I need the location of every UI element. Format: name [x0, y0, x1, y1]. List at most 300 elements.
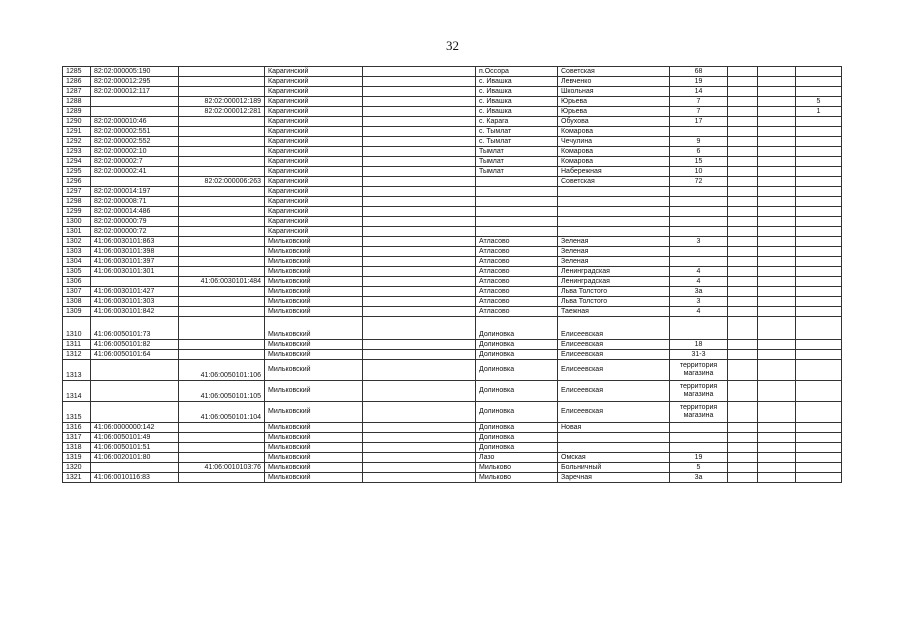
settlement-cell: Долиновка: [476, 317, 558, 340]
district-cell: Мильковский: [265, 267, 363, 277]
house-number-cell: [670, 217, 728, 227]
table-row: [63, 237, 842, 247]
street-cell: Елисеевская: [558, 381, 670, 402]
empty-cell: [363, 207, 476, 217]
street-cell: Набережная: [558, 167, 670, 177]
extra-cell: [758, 402, 796, 423]
row-number-cell: 1285: [63, 67, 91, 77]
extra-cell: [728, 127, 758, 137]
street-cell: Больничный: [558, 463, 670, 473]
cadastral-number-cell: 82:02:000002:10: [91, 147, 179, 157]
table-row: [63, 117, 842, 127]
district-cell: Мильковский: [265, 297, 363, 307]
extra-cell: [728, 177, 758, 187]
registry-rows: [63, 67, 842, 483]
row-number-cell: 1313: [63, 360, 91, 381]
extra-count-cell: [796, 360, 842, 381]
extra-count-cell: [796, 227, 842, 237]
row-number-cell: 1286: [63, 77, 91, 87]
table-row: [63, 217, 842, 227]
district-cell: Карагинский: [265, 137, 363, 147]
extra-cell: [758, 307, 796, 317]
house-number-cell: 3: [670, 297, 728, 307]
district-cell: Карагинский: [265, 127, 363, 137]
extra-count-cell: [796, 473, 842, 483]
settlement-cell: [476, 187, 558, 197]
settlement-cell: [476, 227, 558, 237]
settlement-cell: Тымлат: [476, 167, 558, 177]
extra-cell: [728, 267, 758, 277]
settlement-cell: Атласово: [476, 247, 558, 257]
street-cell: Чечулина: [558, 137, 670, 147]
settlement-cell: Атласово: [476, 267, 558, 277]
district-cell: Мильковский: [265, 402, 363, 423]
street-cell: Елисеевская: [558, 317, 670, 340]
extra-count-cell: [796, 463, 842, 473]
cadastral-number-cell: [91, 277, 179, 287]
extra-count-cell: [796, 350, 842, 360]
district-cell: Мильковский: [265, 433, 363, 443]
extra-cell: [758, 360, 796, 381]
house-number-cell: [670, 257, 728, 267]
row-number-cell: 1290: [63, 117, 91, 127]
cadastral-number-cell: 82:02:000000:72: [91, 227, 179, 237]
extra-cell: [728, 350, 758, 360]
cadastral-number-alt-cell: [179, 147, 265, 157]
house-number-cell: [670, 433, 728, 443]
extra-count-cell: [796, 127, 842, 137]
house-number-cell: [670, 317, 728, 340]
table-row: [63, 167, 842, 177]
empty-cell: [363, 340, 476, 350]
extra-count-cell: [796, 147, 842, 157]
empty-cell: [363, 402, 476, 423]
extra-count-cell: [796, 307, 842, 317]
cadastral-number-alt-cell: 41:06:0050101:106: [179, 360, 265, 381]
row-number-cell: 1291: [63, 127, 91, 137]
street-cell: Омская: [558, 453, 670, 463]
settlement-cell: Долиновка: [476, 340, 558, 350]
empty-cell: [363, 237, 476, 247]
row-number-cell: 1302: [63, 237, 91, 247]
extra-cell: [728, 247, 758, 257]
empty-cell: [363, 277, 476, 287]
empty-cell: [363, 287, 476, 297]
empty-cell: [363, 127, 476, 137]
house-number-cell: 18: [670, 340, 728, 350]
empty-cell: [363, 247, 476, 257]
district-cell: Карагинский: [265, 207, 363, 217]
street-cell: [558, 433, 670, 443]
cadastral-number-cell: 41:06:0020101:80: [91, 453, 179, 463]
district-cell: Карагинский: [265, 157, 363, 167]
empty-cell: [363, 267, 476, 277]
cadastral-number-alt-cell: [179, 257, 265, 267]
house-number-cell: [670, 207, 728, 217]
street-cell: Елисеевская: [558, 340, 670, 350]
settlement-cell: Тымлат: [476, 147, 558, 157]
extra-cell: [728, 147, 758, 157]
extra-cell: [758, 117, 796, 127]
row-number-cell: 1294: [63, 157, 91, 167]
district-cell: Мильковский: [265, 453, 363, 463]
cadastral-number-alt-cell: [179, 247, 265, 257]
table-row: [63, 423, 842, 433]
table-row: [63, 463, 842, 473]
settlement-cell: Тымлат: [476, 157, 558, 167]
row-number-cell: 1309: [63, 307, 91, 317]
district-cell: Карагинский: [265, 97, 363, 107]
house-number-cell: 3: [670, 237, 728, 247]
settlement-cell: Долиновка: [476, 402, 558, 423]
table-row: [63, 107, 842, 117]
table-row: [63, 127, 842, 137]
extra-cell: [728, 297, 758, 307]
row-number-cell: 1296: [63, 177, 91, 187]
table-row: [63, 147, 842, 157]
district-cell: Мильковский: [265, 257, 363, 267]
table-row: [63, 227, 842, 237]
empty-cell: [363, 147, 476, 157]
cadastral-number-cell: 82:02:000002:7: [91, 157, 179, 167]
table-row: [63, 77, 842, 87]
extra-count-cell: [796, 87, 842, 97]
row-number-cell: 1304: [63, 257, 91, 267]
street-cell: Елисеевская: [558, 360, 670, 381]
table-row: [63, 207, 842, 217]
extra-cell: [758, 237, 796, 247]
extra-cell: [728, 107, 758, 117]
empty-cell: [363, 453, 476, 463]
street-cell: Ленинградская: [558, 277, 670, 287]
empty-cell: [363, 197, 476, 207]
extra-cell: [728, 167, 758, 177]
cadastral-number-alt-cell: [179, 187, 265, 197]
cadastral-number-alt-cell: 82:02:000006:263: [179, 177, 265, 187]
district-cell: Карагинский: [265, 177, 363, 187]
house-number-cell: 15: [670, 157, 728, 167]
table-row: [63, 381, 842, 402]
district-cell: Карагинский: [265, 77, 363, 87]
house-number-cell: [670, 187, 728, 197]
cadastral-number-alt-cell: [179, 443, 265, 453]
cadastral-number-alt-cell: [179, 423, 265, 433]
extra-cell: [758, 107, 796, 117]
house-number-cell: территория магазина: [670, 381, 728, 402]
empty-cell: [363, 360, 476, 381]
extra-cell: [758, 317, 796, 340]
settlement-cell: с. Ивашка: [476, 107, 558, 117]
row-number-cell: 1310: [63, 317, 91, 340]
table-row: [63, 87, 842, 97]
table-row: [63, 350, 842, 360]
extra-count-cell: [796, 267, 842, 277]
table-row: [63, 247, 842, 257]
table-row: [63, 443, 842, 453]
house-number-cell: 72: [670, 177, 728, 187]
extra-count-cell: [796, 177, 842, 187]
table-row: [63, 277, 842, 287]
cadastral-number-alt-cell: [179, 453, 265, 463]
row-number-cell: 1301: [63, 227, 91, 237]
table-row: [63, 177, 842, 187]
table-row: [63, 267, 842, 277]
extra-cell: [728, 77, 758, 87]
extra-cell: [728, 473, 758, 483]
cadastral-number-alt-cell: [179, 157, 265, 167]
street-cell: Елисеевская: [558, 350, 670, 360]
district-cell: Карагинский: [265, 227, 363, 237]
cadastral-number-alt-cell: [179, 127, 265, 137]
extra-cell: [758, 187, 796, 197]
cadastral-number-cell: 41:06:0030101:398: [91, 247, 179, 257]
extra-cell: [758, 350, 796, 360]
extra-cell: [728, 67, 758, 77]
row-number-cell: 1312: [63, 350, 91, 360]
settlement-cell: Атласово: [476, 237, 558, 247]
row-number-cell: 1307: [63, 287, 91, 297]
table-row: [63, 197, 842, 207]
street-cell: Левченко: [558, 77, 670, 87]
cadastral-number-cell: 82:02:000012:117: [91, 87, 179, 97]
extra-cell: [728, 340, 758, 350]
house-number-cell: 3а: [670, 287, 728, 297]
extra-cell: [728, 197, 758, 207]
row-number-cell: 1319: [63, 453, 91, 463]
street-cell: Зеленая: [558, 257, 670, 267]
empty-cell: [363, 67, 476, 77]
extra-cell: [728, 207, 758, 217]
house-number-cell: 31-3: [670, 350, 728, 360]
empty-cell: [363, 381, 476, 402]
house-number-cell: 6: [670, 147, 728, 157]
cadastral-number-alt-cell: [179, 77, 265, 87]
row-number-cell: 1315: [63, 402, 91, 423]
cadastral-number-cell: 82:02:000002:551: [91, 127, 179, 137]
extra-count-cell: [796, 67, 842, 77]
empty-cell: [363, 463, 476, 473]
settlement-cell: п.Оссора: [476, 67, 558, 77]
settlement-cell: Мильково: [476, 473, 558, 483]
extra-cell: [758, 137, 796, 147]
empty-cell: [363, 317, 476, 340]
extra-count-cell: [796, 277, 842, 287]
district-cell: Карагинский: [265, 187, 363, 197]
cadastral-number-alt-cell: [179, 197, 265, 207]
extra-count-cell: [796, 433, 842, 443]
extra-count-cell: [796, 167, 842, 177]
extra-cell: [728, 187, 758, 197]
settlement-cell: Долиновка: [476, 433, 558, 443]
extra-count-cell: [796, 237, 842, 247]
extra-count-cell: [796, 207, 842, 217]
cadastral-number-alt-cell: [179, 433, 265, 443]
extra-count-cell: [796, 197, 842, 207]
extra-cell: [758, 340, 796, 350]
street-cell: Юрьева: [558, 97, 670, 107]
district-cell: Мильковский: [265, 307, 363, 317]
cadastral-number-alt-cell: [179, 317, 265, 340]
cadastral-number-alt-cell: [179, 287, 265, 297]
house-number-cell: 68: [670, 67, 728, 77]
extra-cell: [728, 423, 758, 433]
cadastral-number-cell: 41:06:0030101:863: [91, 237, 179, 247]
extra-cell: [758, 207, 796, 217]
empty-cell: [363, 157, 476, 167]
extra-count-cell: [796, 453, 842, 463]
district-cell: Карагинский: [265, 147, 363, 157]
cadastral-number-cell: 41:06:0050101:82: [91, 340, 179, 350]
extra-cell: [758, 433, 796, 443]
row-number-cell: 1321: [63, 473, 91, 483]
house-number-cell: 4: [670, 267, 728, 277]
settlement-cell: Долиновка: [476, 360, 558, 381]
district-cell: Карагинский: [265, 167, 363, 177]
settlement-cell: Долиновка: [476, 350, 558, 360]
street-cell: [558, 187, 670, 197]
extra-cell: [758, 87, 796, 97]
table-row: [63, 340, 842, 350]
settlement-cell: Атласово: [476, 287, 558, 297]
extra-cell: [758, 277, 796, 287]
house-number-cell: 14: [670, 87, 728, 97]
cadastral-number-alt-cell: 41:06:0050101:104: [179, 402, 265, 423]
table-row: [63, 67, 842, 77]
empty-cell: [363, 87, 476, 97]
district-cell: Мильковский: [265, 463, 363, 473]
settlement-cell: Долиновка: [476, 443, 558, 453]
extra-cell: [758, 453, 796, 463]
house-number-cell: [670, 127, 728, 137]
cadastral-number-alt-cell: [179, 350, 265, 360]
settlement-cell: [476, 177, 558, 187]
row-number-cell: 1305: [63, 267, 91, 277]
extra-cell: [728, 157, 758, 167]
cadastral-number-cell: 82:02:000008:71: [91, 197, 179, 207]
extra-cell: [728, 443, 758, 453]
settlement-cell: Долиновка: [476, 423, 558, 433]
table-row: [63, 297, 842, 307]
extra-cell: [728, 227, 758, 237]
cadastral-number-cell: 82:02:000000:79: [91, 217, 179, 227]
empty-cell: [363, 350, 476, 360]
row-number-cell: 1298: [63, 197, 91, 207]
extra-cell: [758, 77, 796, 87]
row-number-cell: 1314: [63, 381, 91, 402]
house-number-cell: 3а: [670, 473, 728, 483]
house-number-cell: 4: [670, 277, 728, 287]
empty-cell: [363, 257, 476, 267]
extra-cell: [728, 97, 758, 107]
cadastral-number-cell: 82:02:000005:190: [91, 67, 179, 77]
cadastral-number-cell: 41:06:0030101:303: [91, 297, 179, 307]
district-cell: Карагинский: [265, 107, 363, 117]
cadastral-number-alt-cell: [179, 297, 265, 307]
extra-cell: [758, 177, 796, 187]
cadastral-number-cell: 82:02:000002:552: [91, 137, 179, 147]
extra-cell: [758, 287, 796, 297]
street-cell: Советская: [558, 177, 670, 187]
cadastral-number-alt-cell: [179, 267, 265, 277]
extra-cell: [758, 247, 796, 257]
cadastral-number-cell: 41:06:0030101:427: [91, 287, 179, 297]
extra-count-cell: [796, 247, 842, 257]
cadastral-number-alt-cell: [179, 237, 265, 247]
cadastral-number-cell: [91, 402, 179, 423]
street-cell: Таежная: [558, 307, 670, 317]
settlement-cell: Лазо: [476, 453, 558, 463]
extra-cell: [728, 257, 758, 267]
empty-cell: [363, 433, 476, 443]
table-row: [63, 307, 842, 317]
empty-cell: [363, 137, 476, 147]
cadastral-number-alt-cell: [179, 137, 265, 147]
cadastral-number-alt-cell: 41:06:0030101:484: [179, 277, 265, 287]
extra-cell: [728, 237, 758, 247]
house-number-cell: 19: [670, 453, 728, 463]
extra-count-cell: 5: [796, 97, 842, 107]
table-row: [63, 433, 842, 443]
row-number-cell: 1287: [63, 87, 91, 97]
street-cell: Школьная: [558, 87, 670, 97]
house-number-cell: территория магазина: [670, 360, 728, 381]
cadastral-number-alt-cell: [179, 217, 265, 227]
cadastral-number-alt-cell: [179, 87, 265, 97]
house-number-cell: [670, 443, 728, 453]
table-row: [63, 473, 842, 483]
settlement-cell: [476, 197, 558, 207]
extra-cell: [758, 97, 796, 107]
extra-count-cell: 1: [796, 107, 842, 117]
empty-cell: [363, 443, 476, 453]
cadastral-number-alt-cell: [179, 227, 265, 237]
table-row: [63, 402, 842, 423]
table-row: [63, 317, 842, 340]
district-cell: Мильковский: [265, 277, 363, 287]
cadastral-number-alt-cell: [179, 167, 265, 177]
extra-count-cell: [796, 443, 842, 453]
street-cell: [558, 443, 670, 453]
house-number-cell: 19: [670, 77, 728, 87]
cadastral-number-cell: 82:02:000014:197: [91, 187, 179, 197]
cadastral-number-cell: 41:06:0050101:73: [91, 317, 179, 340]
district-cell: Мильковский: [265, 247, 363, 257]
street-cell: Юрьева: [558, 107, 670, 117]
empty-cell: [363, 473, 476, 483]
house-number-cell: 5: [670, 463, 728, 473]
empty-cell: [363, 107, 476, 117]
extra-cell: [758, 423, 796, 433]
street-cell: Заречная: [558, 473, 670, 483]
house-number-cell: [670, 197, 728, 207]
settlement-cell: [476, 207, 558, 217]
district-cell: Карагинский: [265, 117, 363, 127]
extra-count-cell: [796, 217, 842, 227]
extra-cell: [758, 381, 796, 402]
row-number-cell: 1292: [63, 137, 91, 147]
extra-cell: [728, 463, 758, 473]
extra-cell: [728, 360, 758, 381]
house-number-cell: 17: [670, 117, 728, 127]
extra-cell: [728, 402, 758, 423]
street-cell: Льва Толстого: [558, 287, 670, 297]
street-cell: [558, 207, 670, 217]
cadastral-number-cell: [91, 360, 179, 381]
house-number-cell: 9: [670, 137, 728, 147]
extra-count-cell: [796, 257, 842, 267]
street-cell: Зеленая: [558, 237, 670, 247]
extra-cell: [758, 267, 796, 277]
